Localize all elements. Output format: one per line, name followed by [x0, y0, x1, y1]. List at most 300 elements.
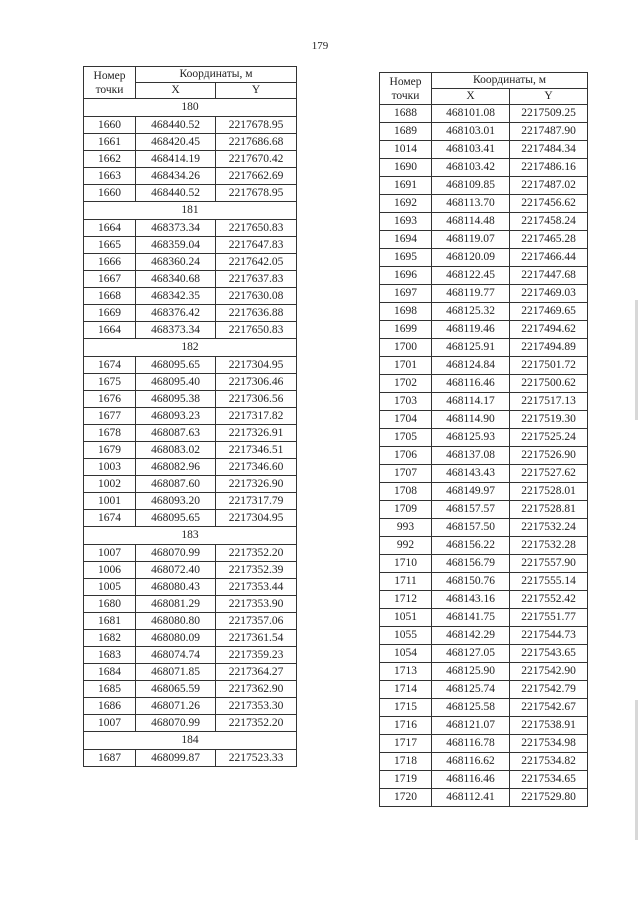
x-coordinate: 468376.42: [136, 305, 216, 322]
x-coordinate: 468095.65: [136, 357, 216, 374]
table-row: [84, 220, 297, 237]
point-number: 1686: [84, 698, 136, 715]
x-coordinate: 468125.32: [432, 303, 510, 321]
y-coordinate: 2217551.77: [510, 609, 588, 627]
point-number: 1716: [380, 717, 432, 735]
table-row: [84, 442, 297, 459]
table-row: [84, 254, 297, 271]
y-coordinate: 2217534.98: [510, 735, 588, 753]
scan-edge-mark: [635, 300, 638, 420]
point-number: 1695: [380, 249, 432, 267]
x-coordinate: 468081.29: [136, 596, 216, 613]
table-row: [84, 357, 297, 374]
table-row: [84, 408, 297, 425]
point-number: 1717: [380, 735, 432, 753]
table-row: [84, 750, 297, 767]
table-row: [380, 591, 588, 609]
y-coordinate: 2217650.83: [216, 220, 297, 237]
point-number: 1055: [380, 627, 432, 645]
point-number: 1706: [380, 447, 432, 465]
x-coordinate: 468103.42: [432, 159, 510, 177]
point-number: 1719: [380, 771, 432, 789]
point-number: 1666: [84, 254, 136, 271]
header-x: X: [136, 83, 216, 99]
x-coordinate: 468080.80: [136, 613, 216, 630]
point-number: 1684: [84, 664, 136, 681]
y-coordinate: 2217528.01: [510, 483, 588, 501]
point-number: 1680: [84, 596, 136, 613]
table-row: [380, 159, 588, 177]
table-row: [380, 663, 588, 681]
point-number: 1001: [84, 493, 136, 510]
y-coordinate: 2217469.03: [510, 285, 588, 303]
point-number: 1007: [84, 715, 136, 732]
x-coordinate: 468125.90: [432, 663, 510, 681]
x-coordinate: 468414.19: [136, 151, 216, 168]
y-coordinate: 2217364.27: [216, 664, 297, 681]
y-coordinate: 2217501.72: [510, 357, 588, 375]
table-row: [380, 411, 588, 429]
x-coordinate: 468121.07: [432, 717, 510, 735]
y-coordinate: 2217317.79: [216, 493, 297, 510]
point-number: 1713: [380, 663, 432, 681]
x-coordinate: 468420.45: [136, 134, 216, 151]
x-coordinate: 468101.08: [432, 105, 510, 123]
x-coordinate: 468087.63: [136, 425, 216, 442]
table-row: [380, 555, 588, 573]
y-coordinate: 2217509.25: [510, 105, 588, 123]
y-coordinate: 2217447.68: [510, 267, 588, 285]
table-row: [84, 322, 297, 339]
point-number: 1674: [84, 357, 136, 374]
x-coordinate: 468137.08: [432, 447, 510, 465]
x-coordinate: 468125.93: [432, 429, 510, 447]
x-coordinate: 468119.46: [432, 321, 510, 339]
table-row: [380, 609, 588, 627]
table-row: [380, 249, 588, 267]
table-row: [84, 715, 297, 732]
x-coordinate: 468127.05: [432, 645, 510, 663]
x-coordinate: 468080.43: [136, 579, 216, 596]
table-row: [380, 321, 588, 339]
group-number: 181: [84, 202, 297, 220]
x-coordinate: 468157.57: [432, 501, 510, 519]
point-number: 1720: [380, 789, 432, 807]
point-number: 1683: [84, 647, 136, 664]
point-number: 1667: [84, 271, 136, 288]
x-coordinate: 468340.68: [136, 271, 216, 288]
point-number: 1693: [380, 213, 432, 231]
table-row: [380, 339, 588, 357]
y-coordinate: 2217529.80: [510, 789, 588, 807]
y-coordinate: 2217525.24: [510, 429, 588, 447]
y-coordinate: 2217317.82: [216, 408, 297, 425]
y-coordinate: 2217486.16: [510, 159, 588, 177]
table-row: [380, 231, 588, 249]
x-coordinate: 468120.09: [432, 249, 510, 267]
point-number: 1668: [84, 288, 136, 305]
table-row: [84, 647, 297, 664]
page-number: 179: [311, 40, 329, 52]
point-number: 1679: [84, 442, 136, 459]
x-coordinate: 468083.02: [136, 442, 216, 459]
table-row: [380, 627, 588, 645]
header-point-number: Номер точки: [84, 67, 136, 99]
y-coordinate: 2217456.62: [510, 195, 588, 213]
x-coordinate: 468143.43: [432, 465, 510, 483]
point-number: 1692: [380, 195, 432, 213]
x-coordinate: 468114.90: [432, 411, 510, 429]
point-number: 1714: [380, 681, 432, 699]
x-coordinate: 468124.84: [432, 357, 510, 375]
point-number: 1681: [84, 613, 136, 630]
table-row: [84, 391, 297, 408]
y-coordinate: 2217487.90: [510, 123, 588, 141]
y-coordinate: 2217555.14: [510, 573, 588, 591]
point-number: 1694: [380, 231, 432, 249]
y-coordinate: 2217647.83: [216, 237, 297, 254]
x-coordinate: 468360.24: [136, 254, 216, 271]
x-coordinate: 468080.09: [136, 630, 216, 647]
point-number: 1698: [380, 303, 432, 321]
point-number: 1660: [84, 117, 136, 134]
y-coordinate: 2217517.13: [510, 393, 588, 411]
x-coordinate: 468109.85: [432, 177, 510, 195]
y-coordinate: 2217650.83: [216, 322, 297, 339]
y-coordinate: 2217494.89: [510, 339, 588, 357]
y-coordinate: 2217538.91: [510, 717, 588, 735]
x-coordinate: 468156.22: [432, 537, 510, 555]
group-number: 183: [84, 527, 297, 545]
header-coordinates: Координаты, м: [432, 73, 588, 89]
y-coordinate: 2217304.95: [216, 357, 297, 374]
point-number: 1664: [84, 322, 136, 339]
table-row: [380, 213, 588, 231]
y-coordinate: 2217306.46: [216, 374, 297, 391]
left-table-body: [84, 99, 297, 767]
group-row: [84, 527, 297, 545]
table-row: [380, 429, 588, 447]
x-coordinate: 468095.38: [136, 391, 216, 408]
x-coordinate: 468113.70: [432, 195, 510, 213]
x-coordinate: 468116.46: [432, 771, 510, 789]
table-row: [84, 151, 297, 168]
point-number: 1005: [84, 579, 136, 596]
table-row: [84, 596, 297, 613]
y-coordinate: 2217361.54: [216, 630, 297, 647]
x-coordinate: 468125.91: [432, 339, 510, 357]
point-number: 1676: [84, 391, 136, 408]
y-coordinate: 2217465.28: [510, 231, 588, 249]
point-number: 993: [380, 519, 432, 537]
y-coordinate: 2217532.28: [510, 537, 588, 555]
y-coordinate: 2217542.90: [510, 663, 588, 681]
point-number: 1665: [84, 237, 136, 254]
x-coordinate: 468122.45: [432, 267, 510, 285]
group-row: [84, 732, 297, 750]
table-row: [84, 305, 297, 322]
group-number: 182: [84, 339, 297, 357]
table-row: [84, 168, 297, 185]
table-row: [84, 698, 297, 715]
y-coordinate: 2217352.39: [216, 562, 297, 579]
y-coordinate: 2217678.95: [216, 117, 297, 134]
x-coordinate: 468150.76: [432, 573, 510, 591]
table-row: [84, 185, 297, 202]
x-coordinate: 468373.34: [136, 220, 216, 237]
x-coordinate: 468143.16: [432, 591, 510, 609]
y-coordinate: 2217686.68: [216, 134, 297, 151]
table-row: [84, 134, 297, 151]
y-coordinate: 2217678.95: [216, 185, 297, 202]
table-row: [84, 681, 297, 698]
x-coordinate: 468114.17: [432, 393, 510, 411]
point-number: 1691: [380, 177, 432, 195]
y-coordinate: 2217670.42: [216, 151, 297, 168]
table-row: [380, 645, 588, 663]
table-row: [380, 447, 588, 465]
point-number: 1712: [380, 591, 432, 609]
table-row: [380, 393, 588, 411]
table-row: [380, 681, 588, 699]
point-number: 1003: [84, 459, 136, 476]
table-row: [380, 105, 588, 123]
point-number: 1704: [380, 411, 432, 429]
point-number: 1685: [84, 681, 136, 698]
point-number: 1007: [84, 545, 136, 562]
x-coordinate: 468070.99: [136, 545, 216, 562]
table-row: [84, 271, 297, 288]
y-coordinate: 2217352.20: [216, 715, 297, 732]
y-coordinate: 2217534.82: [510, 753, 588, 771]
point-number: 1687: [84, 750, 136, 767]
point-number: 992: [380, 537, 432, 555]
x-coordinate: 468119.07: [432, 231, 510, 249]
table-row: [380, 285, 588, 303]
point-number: 1697: [380, 285, 432, 303]
x-coordinate: 468087.60: [136, 476, 216, 493]
point-number: 1703: [380, 393, 432, 411]
point-number: 1677: [84, 408, 136, 425]
y-coordinate: 2217542.67: [510, 699, 588, 717]
y-coordinate: 2217326.91: [216, 425, 297, 442]
point-number: 1710: [380, 555, 432, 573]
table-row: [84, 425, 297, 442]
table-row: [84, 613, 297, 630]
x-coordinate: 468149.97: [432, 483, 510, 501]
table-row: [380, 573, 588, 591]
x-coordinate: 468116.62: [432, 753, 510, 771]
x-coordinate: 468125.58: [432, 699, 510, 717]
table-row: [380, 267, 588, 285]
y-coordinate: 2217357.06: [216, 613, 297, 630]
table-row: [380, 735, 588, 753]
table-row: [84, 562, 297, 579]
group-row: [84, 99, 297, 117]
right-table-body: [380, 105, 588, 807]
x-coordinate: 468072.40: [136, 562, 216, 579]
y-coordinate: 2217542.79: [510, 681, 588, 699]
y-coordinate: 2217487.02: [510, 177, 588, 195]
table-row: [380, 483, 588, 501]
point-number: 1006: [84, 562, 136, 579]
point-number: 1674: [84, 510, 136, 527]
y-coordinate: 2217304.95: [216, 510, 297, 527]
y-coordinate: 2217662.69: [216, 168, 297, 185]
table-row: [84, 288, 297, 305]
point-number: 1700: [380, 339, 432, 357]
x-coordinate: 468342.35: [136, 288, 216, 305]
table-row: [84, 664, 297, 681]
y-coordinate: 2217637.83: [216, 271, 297, 288]
point-number: 1711: [380, 573, 432, 591]
point-number: 1678: [84, 425, 136, 442]
x-coordinate: 468141.75: [432, 609, 510, 627]
y-coordinate: 2217523.33: [216, 750, 297, 767]
table-row: [380, 465, 588, 483]
x-coordinate: 468440.52: [136, 117, 216, 134]
point-number: 1701: [380, 357, 432, 375]
point-number: 1051: [380, 609, 432, 627]
table-row: [84, 493, 297, 510]
point-number: 1054: [380, 645, 432, 663]
table-row: [84, 117, 297, 134]
table-row: [84, 630, 297, 647]
y-coordinate: 2217630.08: [216, 288, 297, 305]
x-coordinate: 468440.52: [136, 185, 216, 202]
point-number: 1661: [84, 134, 136, 151]
y-coordinate: 2217636.88: [216, 305, 297, 322]
y-coordinate: 2217532.24: [510, 519, 588, 537]
table-row: [380, 789, 588, 807]
point-number: 1688: [380, 105, 432, 123]
coordinates-table-right: [379, 72, 588, 807]
point-number: 1708: [380, 483, 432, 501]
x-coordinate: 468156.79: [432, 555, 510, 573]
x-coordinate: 468116.46: [432, 375, 510, 393]
x-coordinate: 468125.74: [432, 681, 510, 699]
x-coordinate: 468095.65: [136, 510, 216, 527]
table-row: [380, 771, 588, 789]
x-coordinate: 468065.59: [136, 681, 216, 698]
point-number: 1707: [380, 465, 432, 483]
table-row: [380, 519, 588, 537]
header-y: Y: [510, 89, 588, 105]
y-coordinate: 2217528.81: [510, 501, 588, 519]
x-coordinate: 468114.48: [432, 213, 510, 231]
scan-edge-mark: [635, 700, 638, 840]
table-row: [380, 303, 588, 321]
y-coordinate: 2217543.65: [510, 645, 588, 663]
table-row: [84, 579, 297, 596]
table-row: [380, 501, 588, 519]
table-row: [84, 545, 297, 562]
x-coordinate: 468103.01: [432, 123, 510, 141]
x-coordinate: 468095.40: [136, 374, 216, 391]
point-number: 1662: [84, 151, 136, 168]
table-row: [380, 195, 588, 213]
point-number: 1709: [380, 501, 432, 519]
y-coordinate: 2217469.65: [510, 303, 588, 321]
y-coordinate: 2217519.30: [510, 411, 588, 429]
table-row: [380, 141, 588, 159]
table-row: [380, 753, 588, 771]
group-row: [84, 202, 297, 220]
x-coordinate: 468359.04: [136, 237, 216, 254]
header-y: Y: [216, 83, 297, 99]
x-coordinate: 468071.26: [136, 698, 216, 715]
table-row: [84, 374, 297, 391]
point-number: 1699: [380, 321, 432, 339]
y-coordinate: 2217458.24: [510, 213, 588, 231]
point-number: 1663: [84, 168, 136, 185]
y-coordinate: 2217353.44: [216, 579, 297, 596]
table-row: [380, 177, 588, 195]
x-coordinate: 468070.99: [136, 715, 216, 732]
y-coordinate: 2217642.05: [216, 254, 297, 271]
x-coordinate: 468112.41: [432, 789, 510, 807]
point-number: 1696: [380, 267, 432, 285]
y-coordinate: 2217352.20: [216, 545, 297, 562]
point-number: 1002: [84, 476, 136, 493]
x-coordinate: 468142.29: [432, 627, 510, 645]
y-coordinate: 2217359.23: [216, 647, 297, 664]
x-coordinate: 468103.41: [432, 141, 510, 159]
header-coordinates: Координаты, м: [136, 67, 297, 83]
y-coordinate: 2217353.30: [216, 698, 297, 715]
y-coordinate: 2217527.62: [510, 465, 588, 483]
point-number: 1014: [380, 141, 432, 159]
y-coordinate: 2217534.65: [510, 771, 588, 789]
header-x: X: [432, 89, 510, 105]
x-coordinate: 468074.74: [136, 647, 216, 664]
table-row: [380, 375, 588, 393]
y-coordinate: 2217494.62: [510, 321, 588, 339]
point-number: 1660: [84, 185, 136, 202]
x-coordinate: 468071.85: [136, 664, 216, 681]
y-coordinate: 2217306.56: [216, 391, 297, 408]
point-number: 1664: [84, 220, 136, 237]
coordinates-table-left: [83, 66, 297, 767]
x-coordinate: 468082.96: [136, 459, 216, 476]
table-row: [380, 699, 588, 717]
table-row: [84, 459, 297, 476]
x-coordinate: 468373.34: [136, 322, 216, 339]
y-coordinate: 2217484.34: [510, 141, 588, 159]
point-number: 1718: [380, 753, 432, 771]
table-row: [380, 717, 588, 735]
x-coordinate: 468099.87: [136, 750, 216, 767]
x-coordinate: 468093.20: [136, 493, 216, 510]
point-number: 1689: [380, 123, 432, 141]
y-coordinate: 2217557.90: [510, 555, 588, 573]
x-coordinate: 468093.23: [136, 408, 216, 425]
y-coordinate: 2217346.60: [216, 459, 297, 476]
group-row: [84, 339, 297, 357]
point-number: 1675: [84, 374, 136, 391]
y-coordinate: 2217466.44: [510, 249, 588, 267]
y-coordinate: 2217346.51: [216, 442, 297, 459]
table-row: [84, 476, 297, 493]
point-number: 1669: [84, 305, 136, 322]
point-number: 1705: [380, 429, 432, 447]
table-row: [380, 537, 588, 555]
y-coordinate: 2217500.62: [510, 375, 588, 393]
group-number: 180: [84, 99, 297, 117]
table-row: [84, 237, 297, 254]
point-number: 1690: [380, 159, 432, 177]
y-coordinate: 2217552.42: [510, 591, 588, 609]
